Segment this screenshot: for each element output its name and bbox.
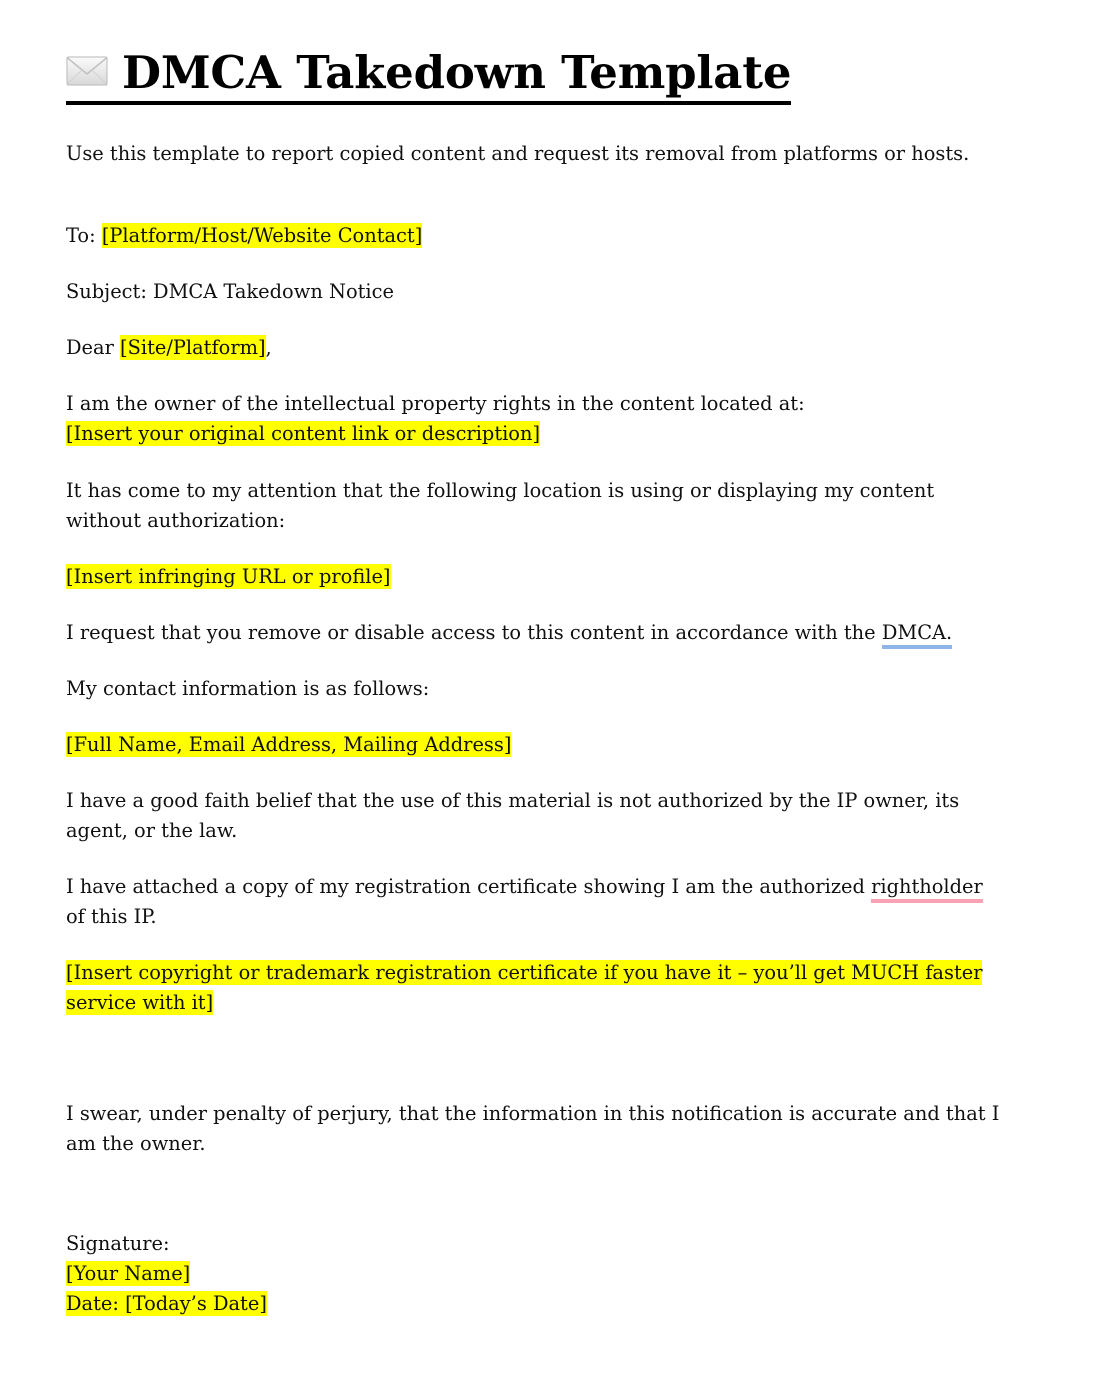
to-label: To:	[66, 224, 102, 248]
original-content-placeholder[interactable]: [Insert your original content link or description]	[66, 422, 541, 446]
good-faith-paragraph: I have a good faith belief that the use of this material is not authorized by the IP owner, its agent, or the law.	[66, 789, 960, 843]
salutation-suffix: ,	[265, 336, 272, 360]
salutation-prefix: Dear	[66, 336, 121, 360]
envelope-icon	[66, 44, 108, 74]
signature-name-placeholder[interactable]: [Your Name]	[66, 1261, 191, 1285]
subject-line: Subject: DMCA Takedown Notice	[66, 280, 394, 304]
infringing-line	[66, 562, 1001, 592]
contact-placeholder-line	[66, 730, 1001, 760]
certificate-paragraph	[66, 872, 1001, 932]
perjury-paragraph: I swear, under penalty of perjury, that the information in this notification is accurate and that I am the owner.	[66, 1101, 1000, 1155]
salutation-line	[66, 333, 1001, 363]
dmca-link[interactable]: DMCA.	[882, 621, 952, 649]
certificate-placeholder[interactable]: [Insert copyright or trademark registration certificate if you have it – you’ll get MUCH faster service with it]	[66, 961, 983, 1015]
ownership-line: I am the owner of the intellectual property rights in the content located at:	[66, 392, 805, 416]
certificate-prefix: I have attached a copy of my registration certificate showing I am the authorized	[66, 875, 872, 899]
original-content-line	[66, 419, 1001, 449]
signature-date-placeholder[interactable]: Date: [Today’s Date]	[66, 1291, 267, 1315]
infringing-url-placeholder[interactable]: [Insert infringing URL or profile]	[66, 564, 391, 588]
signature-name-line	[66, 1259, 1001, 1289]
page-title-text: DMCA Takedown Template	[122, 46, 792, 99]
request-prefix: I request that you remove or disable access to this content in accordance with the	[66, 620, 882, 644]
certificate-suffix: of this IP.	[66, 905, 157, 929]
request-paragraph	[66, 618, 1001, 648]
contact-line: My contact information is as follows:	[66, 676, 430, 700]
signature-date-line	[66, 1289, 1001, 1319]
to-line	[66, 221, 1001, 251]
signature-label: Signature:	[66, 1231, 170, 1255]
title-row	[66, 44, 1022, 105]
contact-placeholder[interactable]: [Full Name, Email Address, Mailing Address]	[66, 732, 512, 756]
to-placeholder[interactable]: [Platform/Host/Website Contact]	[101, 224, 423, 248]
intro-paragraph: Use this template to report copied content and request its removal from platforms or hosts.	[66, 142, 970, 166]
signature-block	[66, 1229, 1001, 1319]
certificate-placeholder-line	[66, 958, 1001, 1018]
section-spacer	[66, 1045, 1022, 1099]
rightholder-spellcheck-word[interactable]: rightholder	[871, 875, 983, 903]
page-title	[66, 44, 791, 105]
attention-paragraph: It has come to my attention that the following location is using or displaying my content without authorization:	[66, 478, 935, 532]
signature-spacer	[66, 1185, 1022, 1229]
salutation-placeholder[interactable]: [Site/Platform]	[120, 336, 266, 360]
ownership-block	[66, 389, 1001, 449]
